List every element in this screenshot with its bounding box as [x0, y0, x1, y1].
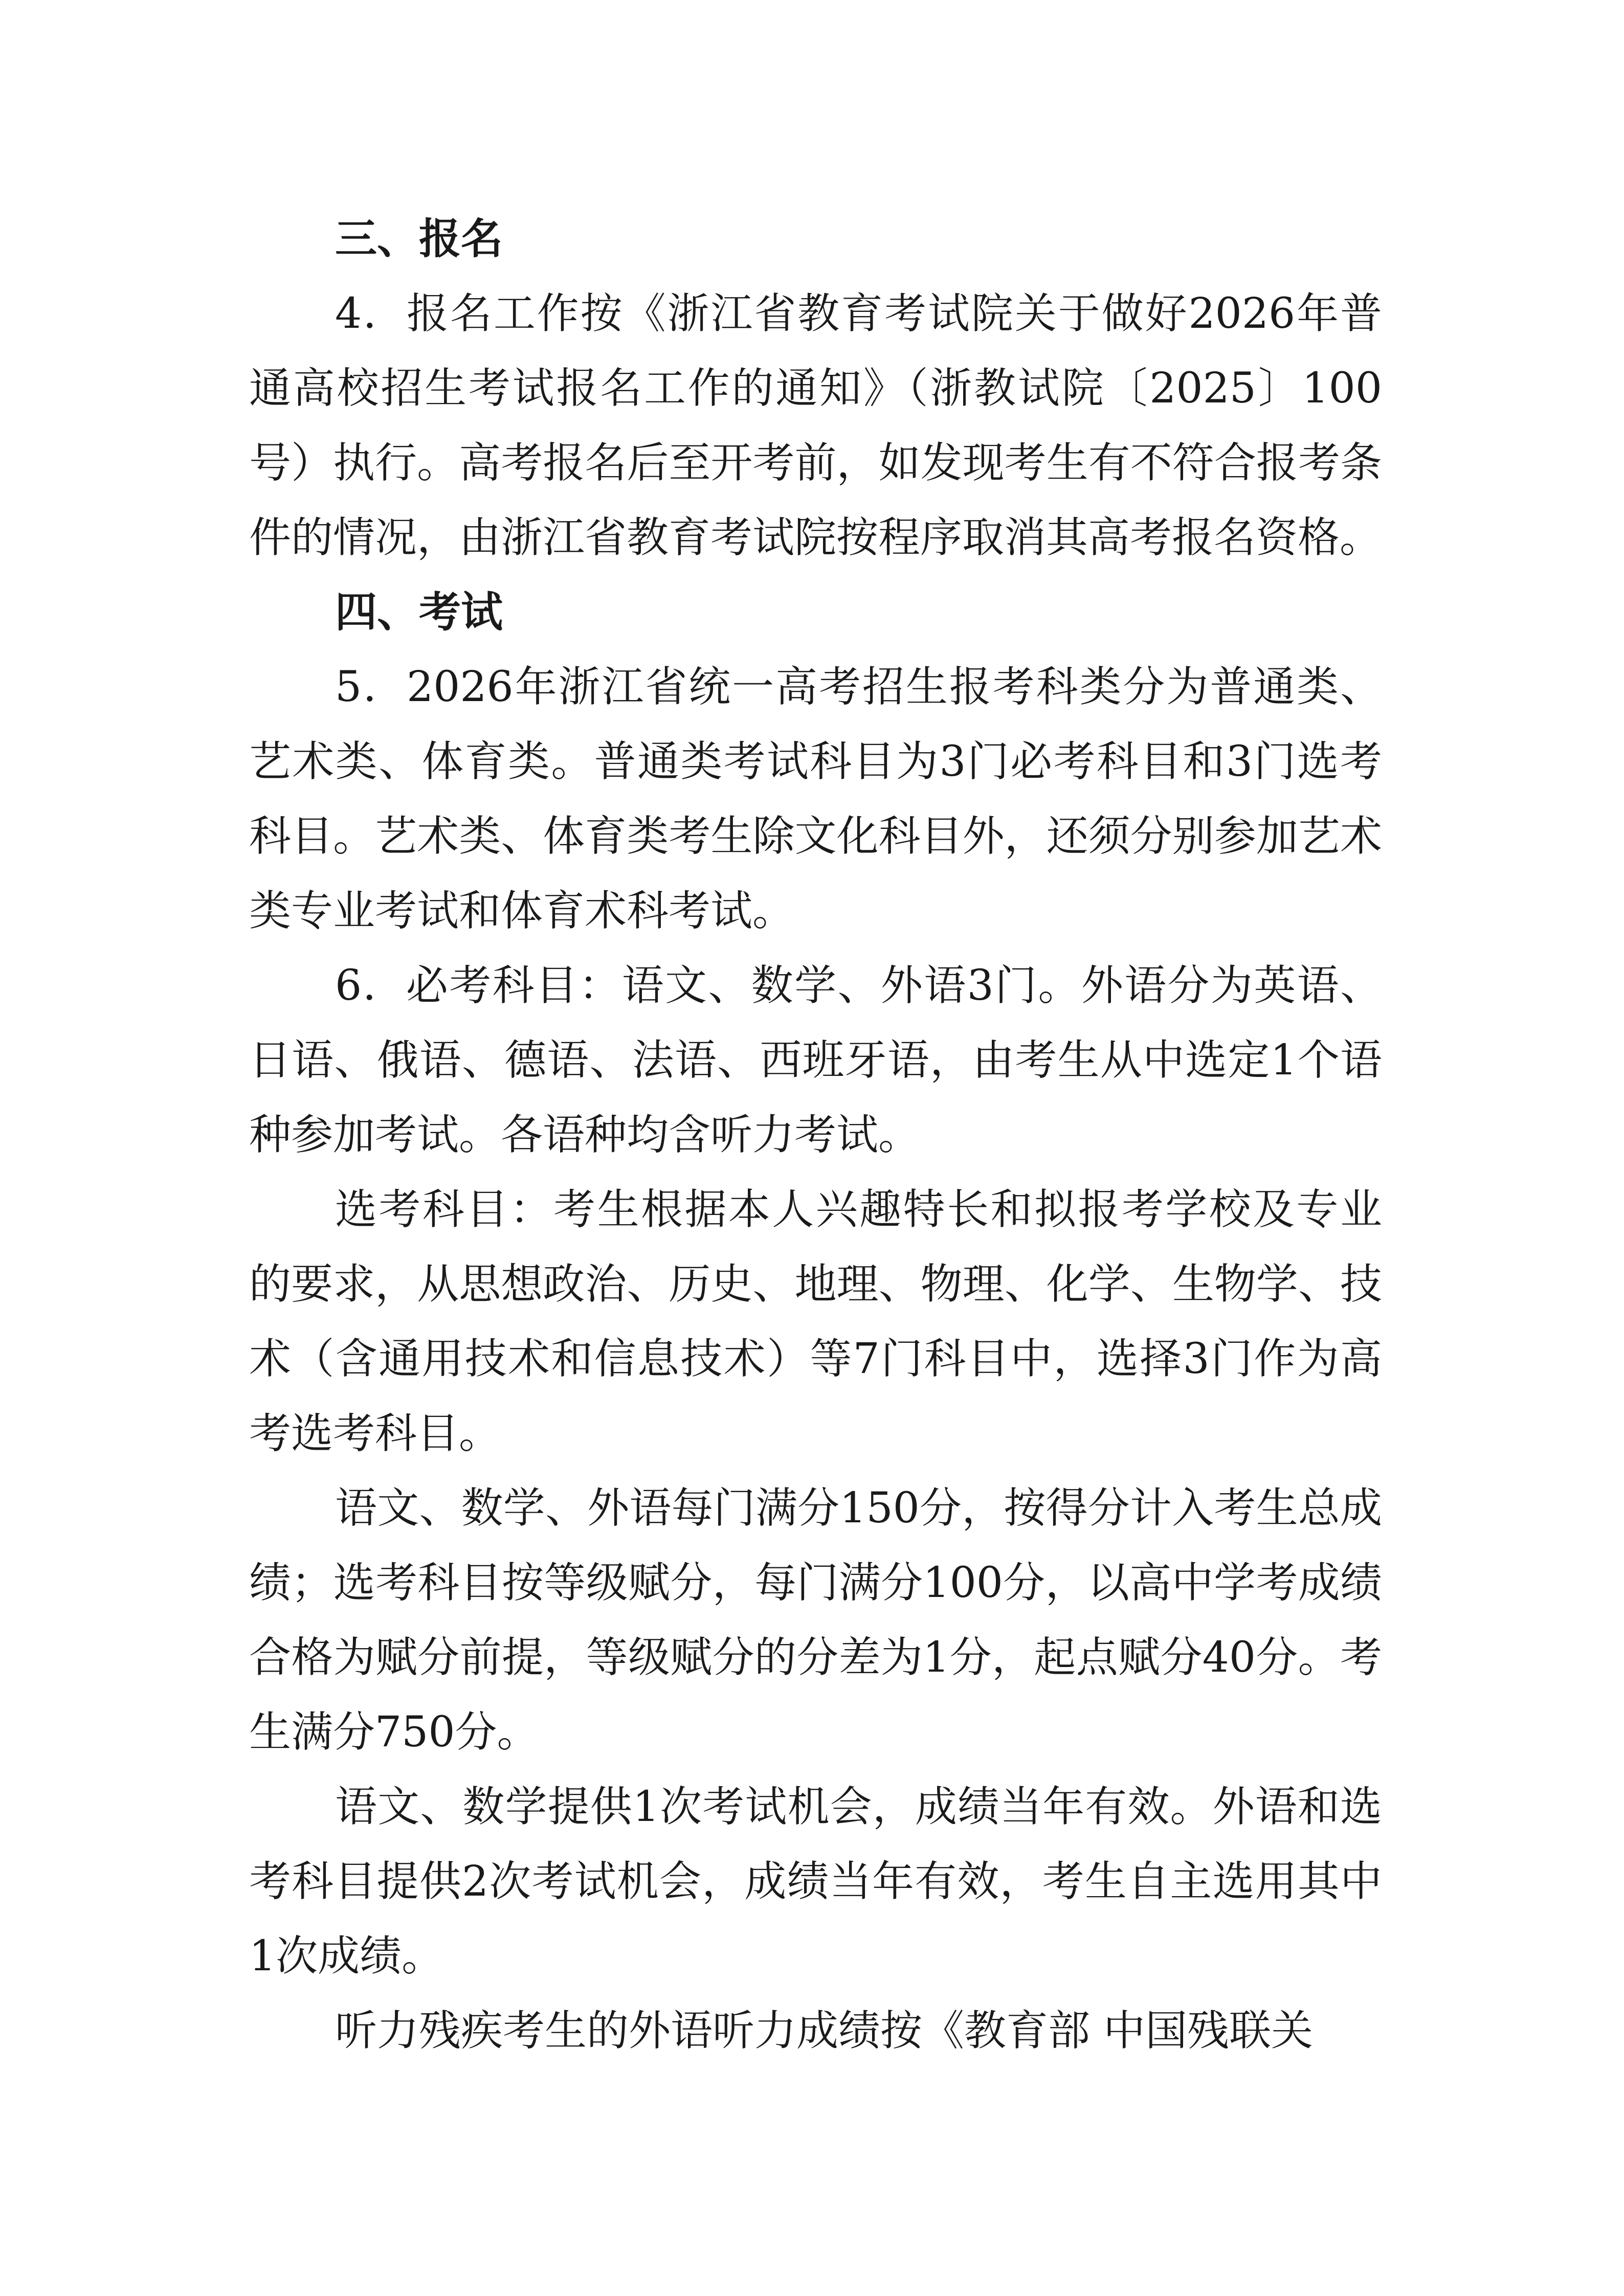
paragraph-6-required-subjects: 6．必考科目：语文、数学、外语3门。外语分为英语、日语、俄语、德语、法语、西班牙语，由考生从中选定1个语种参加考试。各语种均含听力考试。 [249, 961, 1382, 1159]
document-body [249, 202, 1382, 2068]
section-heading-registration: 三、报名 [335, 215, 503, 263]
paragraph-scoring: 语文、数学、外语每门满分150分，按得分计入考生总成绩；选考科目按等级赋分，每门满分100分，以高中学考成绩合格为赋分前提，等级赋分的分差为1分，起点赋分40分。考生满分750分。 [249, 1484, 1382, 1757]
paragraph-5-subject-categories: 5．2026年浙江省统一高考招生报考科类分为普通类、艺术类、体育类。普通类考试科目为3门必考科目和3门选考科目。艺术类、体育类考生除文化科目外，还须分别参加艺术类专业考试和体育术科考试。 [249, 663, 1382, 935]
section-heading-exam: 四、考试 [335, 588, 503, 637]
paragraph-elective-subjects: 选考科目：考生根据本人兴趣特长和拟报考学校及专业的要求，从思想政治、历史、地理、物理、化学、生物学、技术（含通用技术和信息技术）等7门科目中，选择3门作为高考选考科目。 [249, 1185, 1382, 1458]
paragraph-hearing-impaired: 听力残疾考生的外语听力成绩按《教育部 中国残联关 [335, 2007, 1314, 2055]
paragraph-4-registration: 4．报名工作按《浙江省教育考试院关于做好2026年普通高校招生考试报名工作的通知》（浙教试院〔2025〕100号）执行。高考报名后至开考前，如发现考生有不符合报考条件的情况，由浙江省教育考试院按程序取消其高考报名资格。 [249, 289, 1382, 562]
paragraph-exam-opportunities: 语文、数学提供1次考试机会，成绩当年有效。外语和选考科目提供2次考试机会，成绩当年有效，考生自主选用其中1次成绩。 [249, 1783, 1382, 1980]
